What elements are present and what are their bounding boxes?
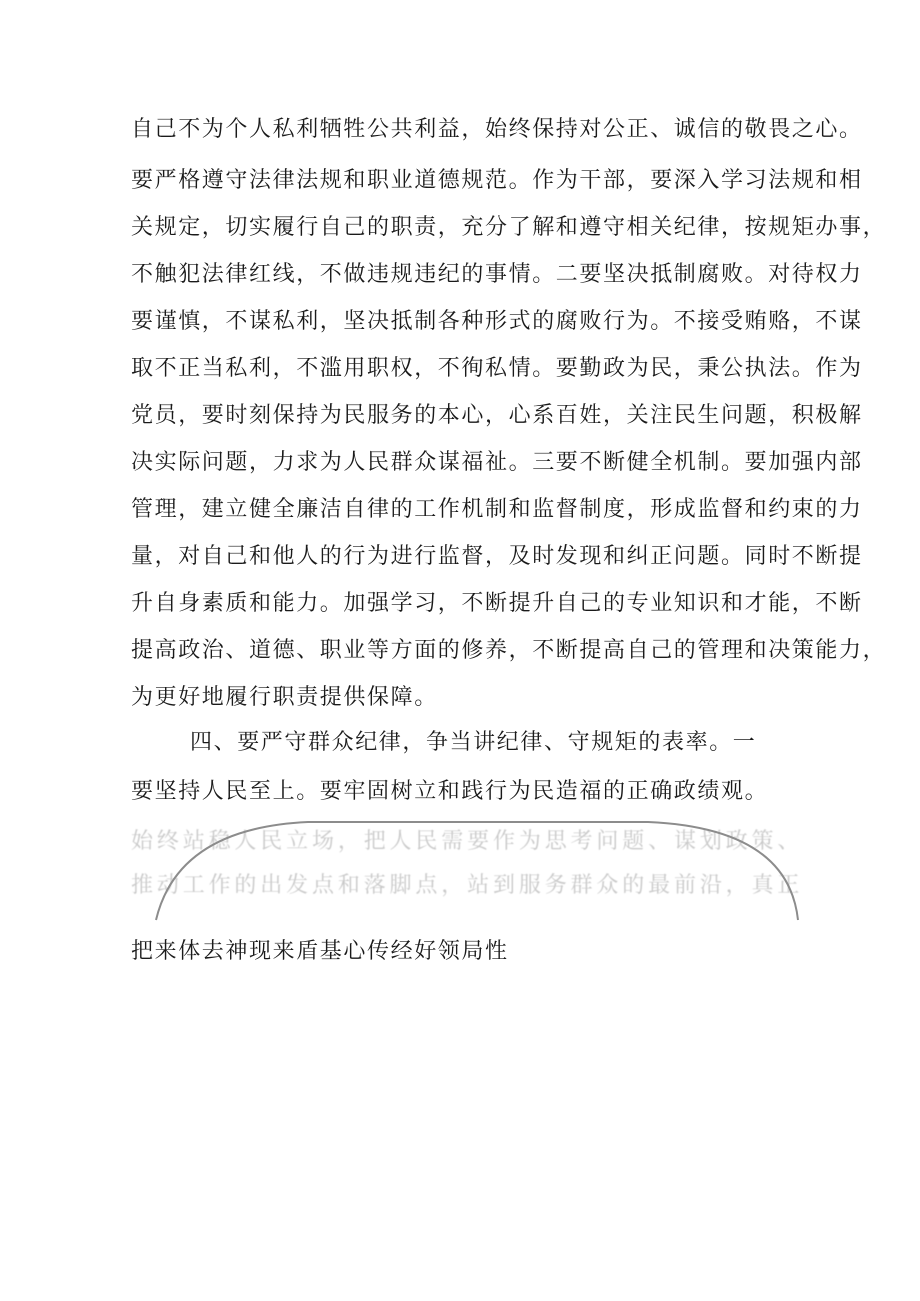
body-line-6: 取不正当私利，不滥用职权，不徇私情。要勤政为民，秉公执法。作为 [131,356,863,381]
body-line-11: 升自身素质和能力。加强学习，不断提升自己的专业知识和才能，不断 [131,591,863,616]
faded-line-1: 始终站稳人民立场，把人民需要作为思考问题、谋划政策、 [131,829,801,854]
body-line-2: 要严格遵守法律法规和职业道德规范。作为干部，要深入学习法规和相 [131,168,863,193]
faded-line-2: 推动工作的出发点和落脚点，站到服务群众的最前沿，真正 [131,873,801,898]
body-line-7: 党员，要时刻保持为民服务的本心，心系百姓，关注民生问题，积极解 [131,403,863,428]
body-line-8: 决实际问题，力求为人民群众谋福祉。三要不断健全机制。要加强内部 [131,450,863,475]
body-line-9: 管理，建立健全廉洁自律的工作机制和监督制度，形成监督和约束的力 [131,497,863,522]
body-line-5: 要谨慎，不谋私利，坚决抵制各种形式的腐败行为。不接受贿赂，不谋 [131,309,863,334]
body-line-10: 量，对自己和他人的行为进行监督，及时发现和纠正问题。同时不断提 [131,544,863,569]
body-line-4: 不触犯法律红线，不做违规违纪的事情。二要坚决抵制腐败。对待权力 [131,262,863,287]
bottom-line: 把来体去神现来盾基心传经好领局性 [131,939,509,964]
section-heading: 四、要严守群众纪律，争当讲纪律、守规矩的表率。一 [190,730,757,755]
body-line-3: 关规定，切实履行自己的职责，充分了解和遵守相关纪律，按规矩办事， [131,215,887,240]
section-line-2: 要坚持人民至上。要牢固树立和践行为民造福的正确政绩观。 [131,779,769,804]
body-line-13: 为更好地履行职责提供保障。 [131,685,438,710]
body-line-12: 提高政治、道德、职业等方面的修养，不断提高自己的管理和决策能力， [131,638,887,663]
body-line-1: 自己不为个人私利牺牲公共利益，始终保持对公正、诚信的敬畏之心。 [131,117,863,142]
